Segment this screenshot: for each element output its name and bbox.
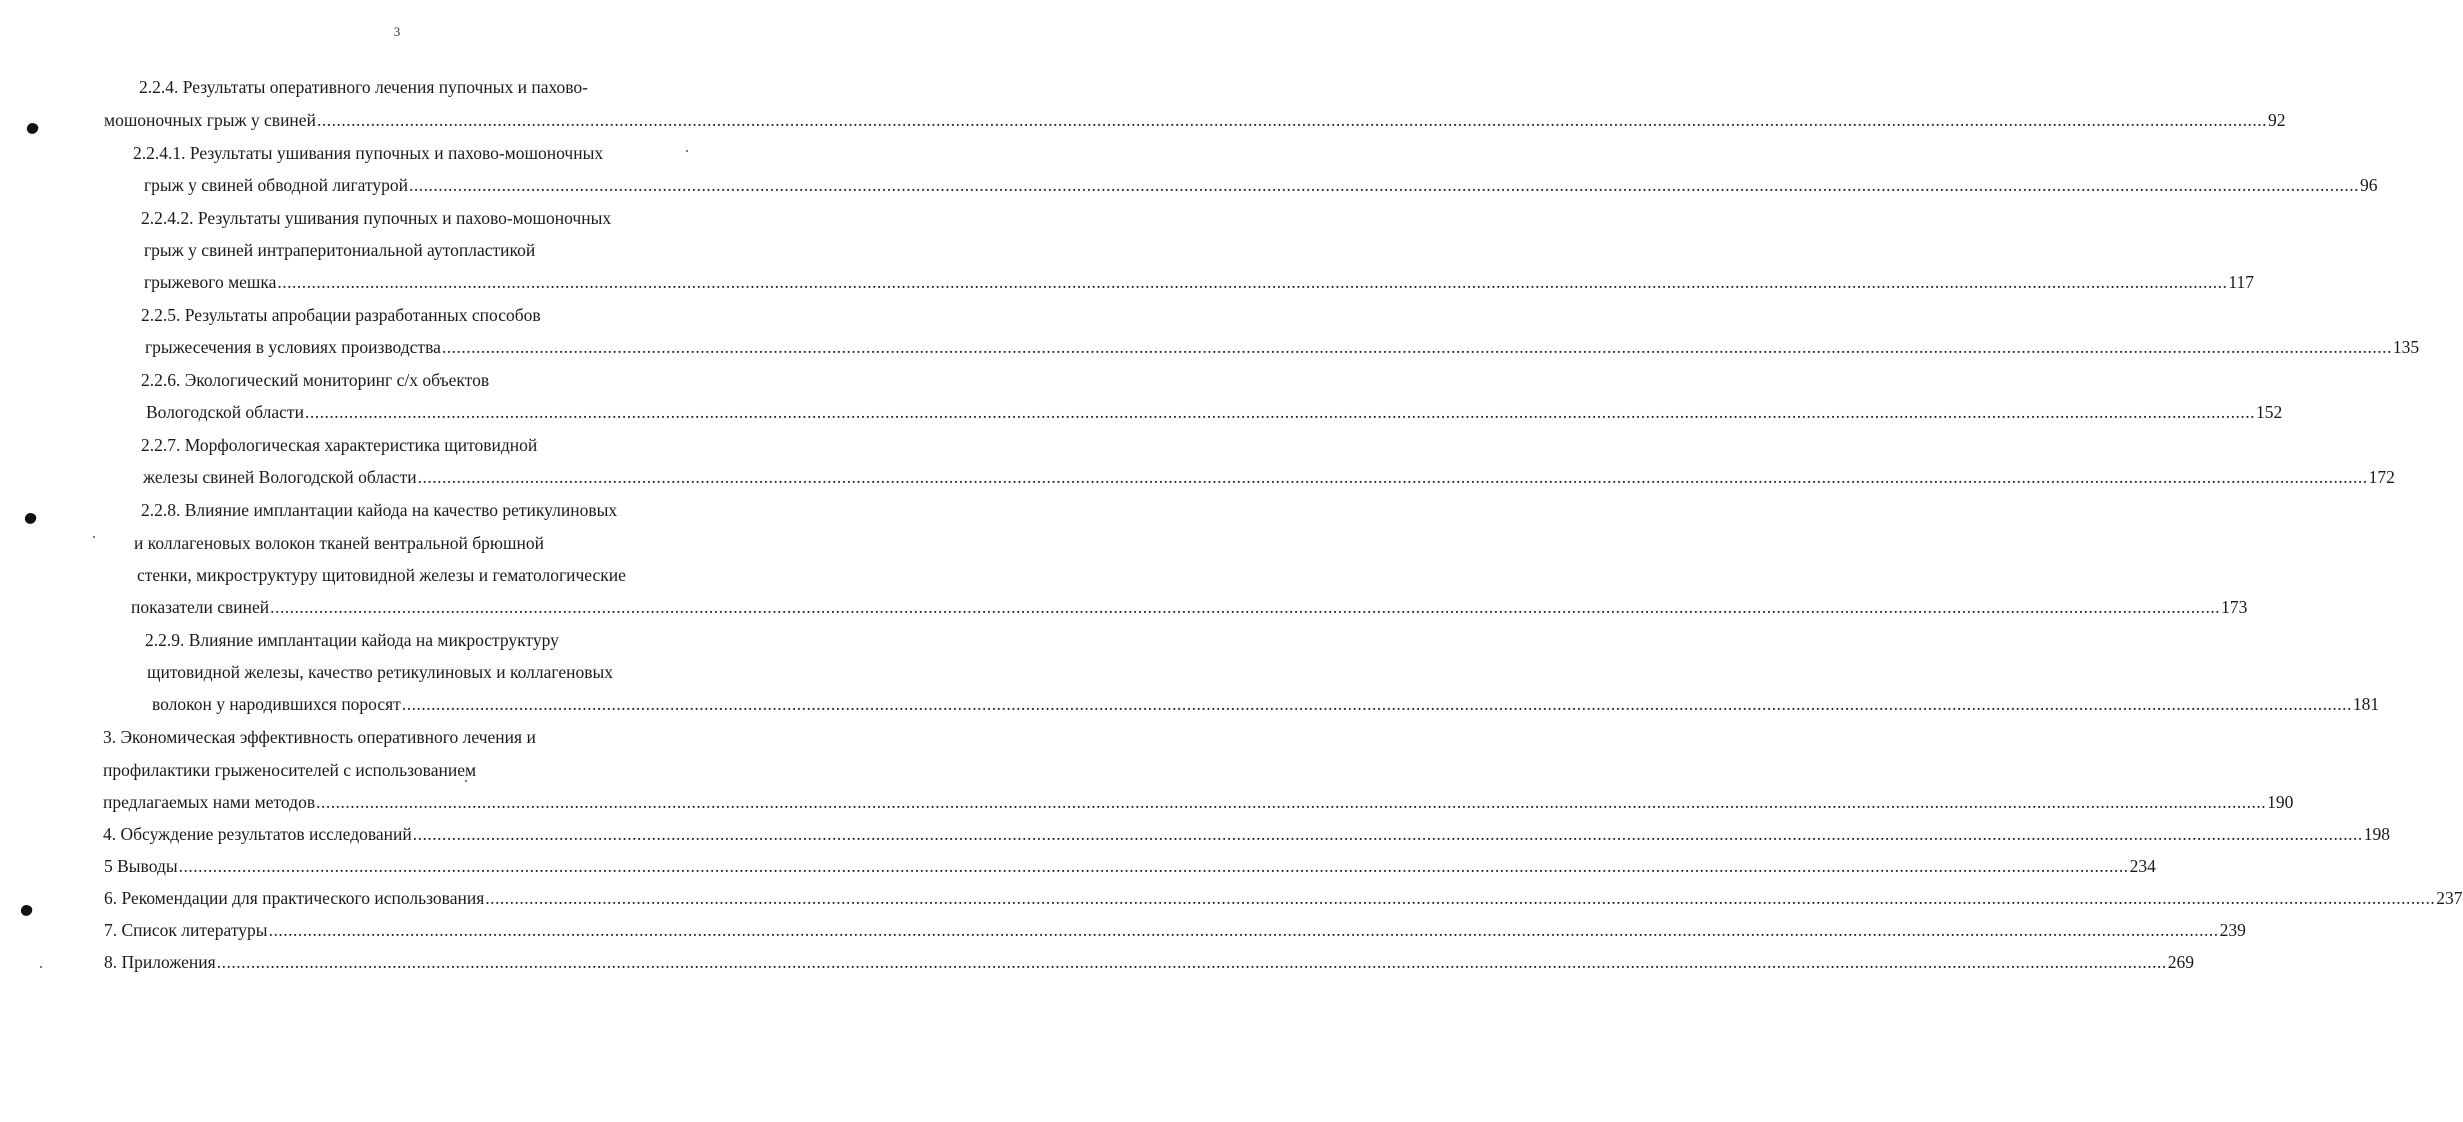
toc-entry-title: мошоночных грыж у свиней [104,110,316,130]
toc-entry-page: 181 [2352,694,2380,714]
dot-leader: ................................................................................................................................................................................................................................................................................................................................................................................................................ [304,402,2255,422]
toc-entry-page: 198 [2363,824,2390,844]
toc-entry-page: 96 [2359,175,2378,195]
toc-entry-page: 152 [2255,402,2283,422]
toc-line: и коллагеновых волокон тканей вентральной брюшной [134,533,544,553]
toc-entry-title: 4. Обсуждение результатов исследований [103,824,412,844]
toc-entry [131,594,2248,620]
toc-entry-page: 239 [2219,920,2246,940]
toc-entry-title: 7. Список литературы [104,920,268,940]
toc-entry-page: 269 [2167,952,2194,972]
toc-entry-page: 92 [2267,110,2286,130]
dot-leader: ................................................................................................................................................................................................................................................................................................................................................................................................................ [216,952,2167,972]
toc-entry-page: 173 [2221,597,2248,617]
dot-leader: ................................................................................................................................................................................................................................................................................................................................................................................................................ [417,467,2368,487]
toc-line: 2.2.8. Влияние имплантации кайода на качество ретикулиновых [141,500,618,520]
toc-entry-page: 237 [2436,888,2463,908]
toc-entry [104,107,2286,133]
dot-leader: ................................................................................................................................................................................................................................................................................................................................................................................................................ [401,694,2352,714]
toc-entry [103,821,2390,847]
dot-leader: ................................................................................................................................................................................................................................................................................................................................................................................................................ [268,920,2219,940]
toc-line: 2.2.4.1. Результаты ушивания пупочных и пахово-мошоночных [133,143,604,163]
toc-entry [152,691,2380,717]
toc-entry-title: железы свиней Вологодской области [143,467,417,487]
toc-entry [144,269,2255,295]
dot-leader: ................................................................................................................................................................................................................................................................................................................................................................................................................ [441,337,2392,357]
toc-line: 2.2.6. Экологический мониторинг с/х объектов [141,370,490,390]
toc-entry [145,334,2420,360]
toc-entry-title: показатели свиней [131,597,270,617]
toc-entry-title: грыж у свиней обводной лигатурой [144,175,408,195]
toc-entry [103,789,2294,815]
dot-leader: ................................................................................................................................................................................................................................................................................................................................................................................................................ [270,597,2221,617]
toc-entry-title: грыжевого мешка [144,272,277,292]
toc-entry-page: 190 [2267,792,2294,812]
toc-line: профилактики грыженосителей с использованием [103,760,477,780]
scan-speck [465,780,467,782]
dot-leader: ................................................................................................................................................................................................................................................................................................................................................................................................................ [412,824,2363,844]
toc-entry-page: 117 [2228,272,2255,292]
toc-line: щитовидной железы, качество ретикулиновых и коллагеновых [147,662,613,682]
toc-entry [146,399,2283,425]
toc-line: 2.2.7. Морфологическая характеристика щитовидной [141,435,538,455]
toc-entry-title: грыжесечения в условиях производства [145,337,441,357]
toc-line: 2.2.5. Результаты апробации разработанных способов [141,305,541,325]
toc-line: грыж у свиней интраперитониальной аутопластикой [144,240,536,260]
toc-entry [143,464,2395,490]
toc-line: 2.2.9. Влияние имплантации кайода на микроструктуру [145,630,559,650]
toc-line: стенки, микроструктуру щитовидной железы и гематологические [137,565,626,585]
toc-entry-page: 172 [2368,467,2395,487]
toc-entry-title: 6. Рекомендации для практического использования [104,888,485,908]
toc-entry-title: волокон у народившихся поросят [152,694,401,714]
dot-leader: ................................................................................................................................................................................................................................................................................................................................................................................................................ [408,175,2359,195]
dot-leader: ................................................................................................................................................................................................................................................................................................................................................................................................................ [178,856,2129,876]
toc-entry [104,917,2246,943]
toc-line: 2.2.4. Результаты оперативного лечения пупочных и пахово- [139,77,589,97]
toc-line: 2.2.4.2. Результаты ушивания пупочных и пахово-мошоночных [141,208,612,228]
toc-entry-page: 234 [2129,856,2156,876]
dot-leader: ................................................................................................................................................................................................................................................................................................................................................................................................................ [316,110,2267,130]
scan-speck [686,150,688,152]
toc-entry-title: 8. Приложения [104,952,216,972]
toc-entry-title: предлагаемых нами методов [103,792,316,812]
page-number: 3 [393,24,401,39]
dot-leader: ................................................................................................................................................................................................................................................................................................................................................................................................................ [485,888,2436,908]
toc-line: 3. Экономическая эффективность оперативного лечения и [103,727,536,747]
toc-entry [104,853,2156,879]
toc-entry [104,885,2463,911]
scan-speck [93,536,95,538]
dot-leader: ................................................................................................................................................................................................................................................................................................................................................................................................................ [316,792,2267,812]
dot-leader: ................................................................................................................................................................................................................................................................................................................................................................................................................ [277,272,2228,292]
scan-speck [40,966,42,968]
toc-entry-title: 5 Выводы [104,856,178,876]
toc-entry-page: 135 [2392,337,2420,357]
toc-entry [104,949,2194,975]
toc-entry [144,172,2378,198]
toc-entry-title: Вологодской области [146,402,304,422]
